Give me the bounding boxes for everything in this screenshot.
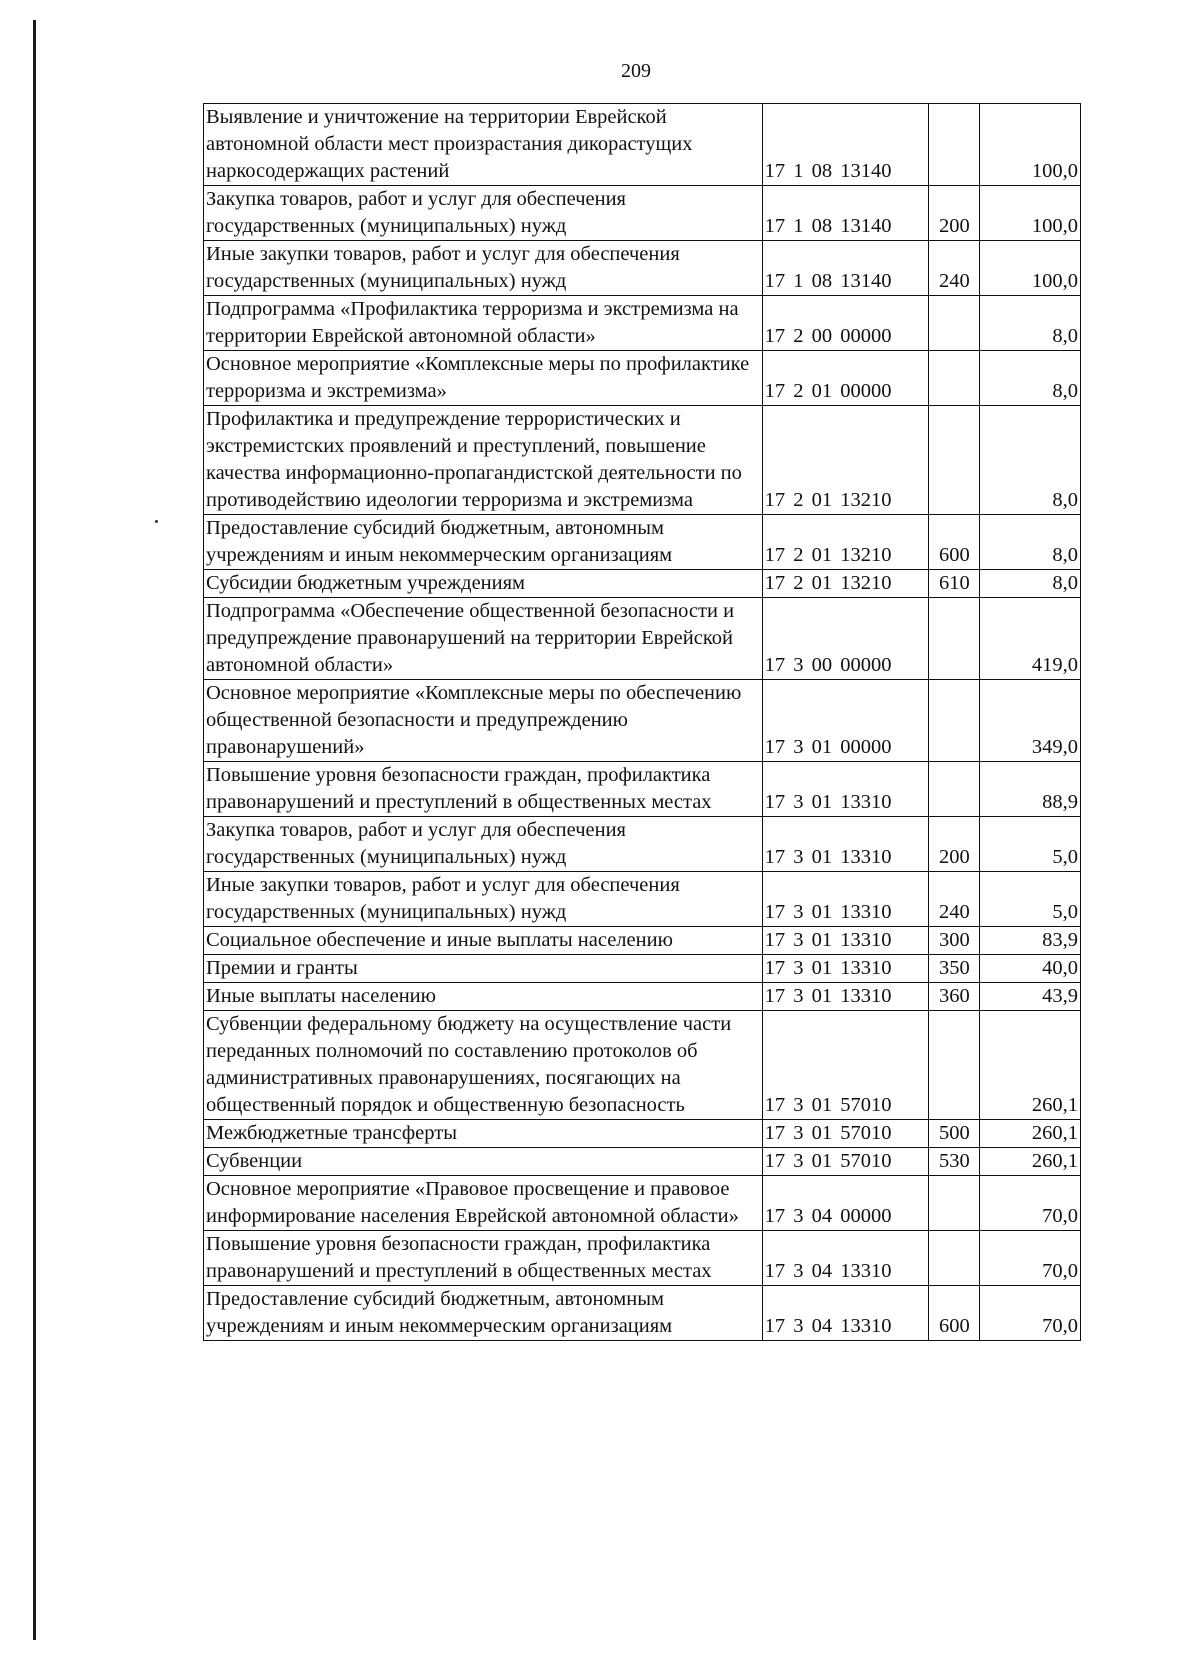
row-name-cell: Субвенции федеральному бюджету на осуществление части переданных полномочий по составлению протоколов об административных правонарушениях, посягающих на общественный порядок и общественную безопасность [204,1011,763,1120]
table-row [204,296,1081,351]
row-name-cell: Предоставление субсидий бюджетным, автономным учреждениям и иным некоммерческим организациям [204,515,763,570]
row-sum-cell: 100,0 [980,104,1081,186]
row-name-cell: Социальное обеспечение и иные выплаты населению [204,927,763,955]
row-code-cell: 17 3 01 13310 [762,983,929,1011]
row-name-cell: Иные выплаты населению [204,983,763,1011]
row-code-cell: 17 2 01 13210 [762,515,929,570]
row-sum-cell: 43,9 [980,983,1081,1011]
row-sum-cell: 5,0 [980,872,1081,927]
row-name-cell: Основное мероприятие «Комплексные меры по профилактике терроризма и экстремизма» [204,351,763,406]
row-code-cell: 17 3 04 13310 [762,1231,929,1286]
row-code-cell: 17 3 01 13310 [762,955,929,983]
row-code-cell: 17 1 08 13140 [762,104,929,186]
row-name-cell: Подпрограмма «Профилактика терроризма и экстремизма на территории Еврейской автономной области» [204,296,763,351]
table-row [204,983,1081,1011]
table-row [204,1120,1081,1148]
row-expense-type-cell [929,406,980,515]
row-sum-cell: 100,0 [980,186,1081,241]
table-row [204,1176,1081,1231]
row-code-cell: 17 3 01 13310 [762,927,929,955]
row-name-cell: Основное мероприятие «Комплексные меры по обеспечению общественной безопасности и предупреждению правонарушений» [204,680,763,762]
row-expense-type-cell: 200 [929,186,980,241]
table-row [204,680,1081,762]
row-name-cell: Закупка товаров, работ и услуг для обеспечения государственных (муниципальных) нужд [204,817,763,872]
row-expense-type-cell [929,1231,980,1286]
row-expense-type-cell [929,598,980,680]
row-sum-cell: 8,0 [980,296,1081,351]
table-row [204,351,1081,406]
row-expense-type-cell: 600 [929,1286,980,1341]
table-row [204,241,1081,296]
row-sum-cell: 260,1 [980,1120,1081,1148]
row-sum-cell: 260,1 [980,1011,1081,1120]
binding-edge-line [33,20,36,1640]
row-code-cell: 17 3 01 57010 [762,1011,929,1120]
row-sum-cell: 70,0 [980,1176,1081,1231]
row-sum-cell: 40,0 [980,955,1081,983]
row-code-cell: 17 2 00 00000 [762,296,929,351]
table-row [204,598,1081,680]
row-sum-cell: 419,0 [980,598,1081,680]
row-expense-type-cell [929,296,980,351]
row-name-cell: Предоставление субсидий бюджетным, автономным учреждениям и иным некоммерческим организациям [204,1286,763,1341]
row-name-cell: Иные закупки товаров, работ и услуг для обеспечения государственных (муниципальных) нужд [204,241,763,296]
row-expense-type-cell: 500 [929,1120,980,1148]
row-expense-type-cell [929,680,980,762]
table-row [204,817,1081,872]
row-expense-type-cell [929,1011,980,1120]
row-expense-type-cell: 610 [929,570,980,598]
row-code-cell: 17 2 01 13210 [762,406,929,515]
row-code-cell: 17 2 01 13210 [762,570,929,598]
row-expense-type-cell: 240 [929,241,980,296]
table-row [204,955,1081,983]
row-sum-cell: 5,0 [980,817,1081,872]
row-code-cell: 17 3 01 00000 [762,680,929,762]
row-expense-type-cell: 240 [929,872,980,927]
row-code-cell: 17 3 01 57010 [762,1148,929,1176]
row-name-cell: Подпрограмма «Обеспечение общественной безопасности и предупреждение правонарушений на территории Еврейской автономной области» [204,598,763,680]
row-expense-type-cell [929,104,980,186]
row-expense-type-cell: 600 [929,515,980,570]
row-name-cell: Иные закупки товаров, работ и услуг для обеспечения государственных (муниципальных) нужд [204,872,763,927]
row-name-cell: Закупка товаров, работ и услуг для обеспечения государственных (муниципальных) нужд [204,186,763,241]
row-name-cell: Повышение уровня безопасности граждан, профилактика правонарушений и преступлений в общественных местах [204,762,763,817]
table-row [204,1148,1081,1176]
row-code-cell: 17 3 04 00000 [762,1176,929,1231]
table-row [204,927,1081,955]
table-row [204,872,1081,927]
row-sum-cell: 260,1 [980,1148,1081,1176]
row-sum-cell: 70,0 [980,1286,1081,1341]
table-row [204,1011,1081,1120]
row-expense-type-cell [929,1176,980,1231]
row-expense-type-cell: 300 [929,927,980,955]
row-expense-type-cell [929,351,980,406]
row-code-cell: 17 3 04 13310 [762,1286,929,1341]
row-code-cell: 17 3 01 57010 [762,1120,929,1148]
table-row [204,104,1081,186]
row-sum-cell: 8,0 [980,406,1081,515]
row-sum-cell: 70,0 [980,1231,1081,1286]
row-name-cell: Профилактика и предупреждение террористических и экстремистских проявлений и преступлений, повышение качества информационно-пропагандистской деятельности по противодействию идеологии терроризма и экстремизма [204,406,763,515]
row-code-cell: 17 3 01 13310 [762,762,929,817]
row-sum-cell: 349,0 [980,680,1081,762]
row-expense-type-cell: 530 [929,1148,980,1176]
row-name-cell: Повышение уровня безопасности граждан, профилактика правонарушений и преступлений в общественных местах [204,1231,763,1286]
table-row [204,186,1081,241]
row-sum-cell: 88,9 [980,762,1081,817]
row-expense-type-cell: 360 [929,983,980,1011]
table-row [204,406,1081,515]
table-row [204,515,1081,570]
row-name-cell: Субсидии бюджетным учреждениям [204,570,763,598]
page-number: 209 [621,60,651,82]
budget-table [203,103,1081,1341]
row-sum-cell: 100,0 [980,241,1081,296]
budget-table-body [204,104,1081,1341]
row-sum-cell: 8,0 [980,570,1081,598]
row-expense-type-cell [929,762,980,817]
row-expense-type-cell: 200 [929,817,980,872]
row-sum-cell: 8,0 [980,351,1081,406]
row-code-cell: 17 1 08 13140 [762,241,929,296]
scan-speck [155,520,158,523]
row-name-cell: Выявление и уничтожение на территории Еврейской автономной области мест произрастания дикорастущих наркосодержащих растений [204,104,763,186]
row-code-cell: 17 3 00 00000 [762,598,929,680]
row-name-cell: Основное мероприятие «Правовое просвещение и правовое информирование населения Еврейской автономной области» [204,1176,763,1231]
row-code-cell: 17 2 01 00000 [762,351,929,406]
row-name-cell: Субвенции [204,1148,763,1176]
row-sum-cell: 8,0 [980,515,1081,570]
table-row [204,570,1081,598]
row-expense-type-cell: 350 [929,955,980,983]
row-name-cell: Межбюджетные трансферты [204,1120,763,1148]
table-row [204,1231,1081,1286]
row-sum-cell: 83,9 [980,927,1081,955]
row-name-cell: Премии и гранты [204,955,763,983]
row-code-cell: 17 3 01 13310 [762,817,929,872]
row-code-cell: 17 1 08 13140 [762,186,929,241]
row-code-cell: 17 3 01 13310 [762,872,929,927]
table-row [204,1286,1081,1341]
table-row [204,762,1081,817]
